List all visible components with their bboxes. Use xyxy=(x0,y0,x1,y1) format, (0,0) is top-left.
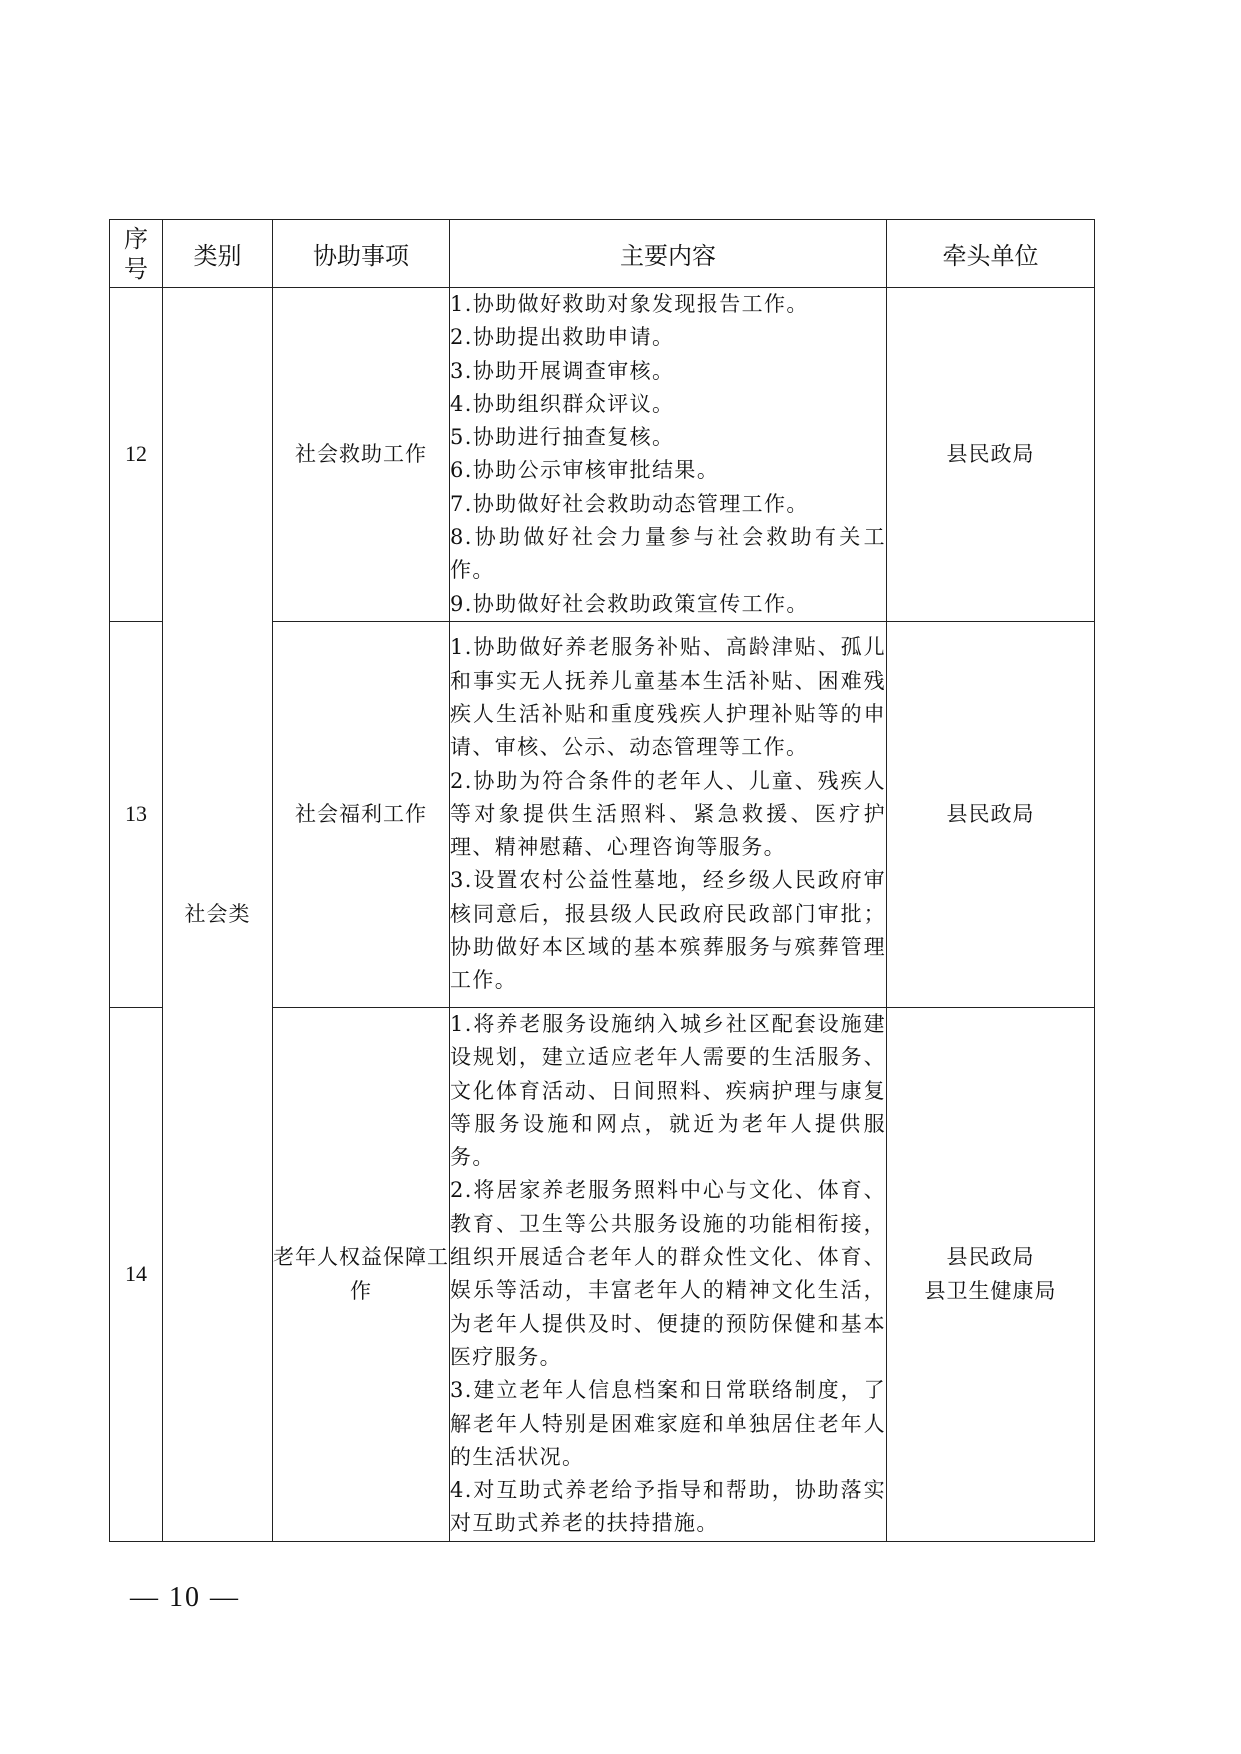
content-paragraph: 2.将居家养老服务照料中心与文化、体育、教育、卫生等公共服务设施的功能相衔接，组织开展适合老年人的群众性文化、体育、娱乐等活动，丰富老年人的精神文化生活，为老年人提供及时、便捷的预防保健和基本医疗服务。 xyxy=(450,1178,886,1369)
header-seq-line1: 序 xyxy=(124,224,148,253)
row-number: 12 xyxy=(110,288,163,622)
lead-unit: 县民政局 xyxy=(946,802,1035,827)
content-paragraph: 6.协助公示审核审批结果。 xyxy=(450,458,720,483)
table-row xyxy=(110,288,1095,622)
content-paragraph: 8.协助做好社会力量参与社会救助有关工作。 xyxy=(450,525,886,583)
content-paragraph: 3.协助开展调查审核。 xyxy=(450,358,675,383)
item-cell: 老年人权益保障工作 xyxy=(273,1007,450,1541)
header-seq xyxy=(110,220,163,288)
responsibility-table xyxy=(109,219,1095,1542)
item-cell: 社会救助工作 xyxy=(273,288,450,622)
category-cell: 社会类 xyxy=(163,288,273,1542)
table-header-row xyxy=(110,220,1095,288)
content-paragraph: 3.设置农村公益性墓地，经乡级人民政府审核同意后，报县级人民政府民政部门审批；协助做好本区域的基本殡葬服务与殡葬管理工作。 xyxy=(450,868,886,993)
item-cell: 社会福利工作 xyxy=(273,621,450,1007)
lead-cell xyxy=(887,1007,1095,1541)
page-number: — 10 — xyxy=(130,1582,240,1613)
header-category: 类别 xyxy=(163,220,273,288)
header-content: 主要内容 xyxy=(450,220,887,288)
content-paragraph: 2.协助为符合条件的老年人、儿童、残疾人等对象提供生活照料、紧急救援、医疗护理、精神慰藉、心理咨询等服务。 xyxy=(450,768,886,860)
header-item: 协助事项 xyxy=(273,220,450,288)
row-number: 14 xyxy=(110,1007,163,1541)
content-cell xyxy=(450,621,887,1007)
content-paragraph: 7.协助做好社会救助动态管理工作。 xyxy=(450,491,809,516)
lead-unit: 县民政局 xyxy=(946,1245,1035,1270)
lead-unit: 县卫生健康局 xyxy=(924,1279,1057,1304)
header-lead: 牵头单位 xyxy=(887,220,1095,288)
row-number: 13 xyxy=(110,621,163,1007)
content-paragraph: 1.将养老服务设施纳入城乡社区配套设施建设规划，建立适应老年人需要的生活服务、文化体育活动、日间照料、疾病护理与康复等服务设施和网点，就近为老年人提供服务。 xyxy=(450,1011,886,1170)
content-paragraph: 2.协助提出救助申请。 xyxy=(450,325,675,350)
lead-unit: 县民政局 xyxy=(946,442,1035,467)
content-paragraph: 4.对互助式养老给予指导和帮助，协助落实对互助式养老的扶持措施。 xyxy=(450,1478,886,1536)
content-paragraph: 1.协助做好养老服务补贴、高龄津贴、孤儿和事实无人抚养儿童基本生活补贴、困难残疾人生活补贴和重度残疾人护理补贴等的申请、审核、公示、动态管理等工作。 xyxy=(450,635,886,760)
content-paragraph: 9.协助做好社会救助政策宣传工作。 xyxy=(450,591,809,616)
content-cell xyxy=(450,1007,887,1541)
lead-cell xyxy=(887,288,1095,622)
content-paragraph: 1.协助做好救助对象发现报告工作。 xyxy=(450,292,809,316)
lead-cell xyxy=(887,621,1095,1007)
content-paragraph: 5.协助进行抽查复核。 xyxy=(450,425,675,450)
content-cell xyxy=(450,288,887,622)
header-seq-line2: 号 xyxy=(124,254,148,283)
content-paragraph: 3.建立老年人信息档案和日常联络制度，了解老年人特别是困难家庭和单独居住老年人的生活状况。 xyxy=(450,1378,886,1469)
content-paragraph: 4.协助组织群众评议。 xyxy=(450,391,675,416)
